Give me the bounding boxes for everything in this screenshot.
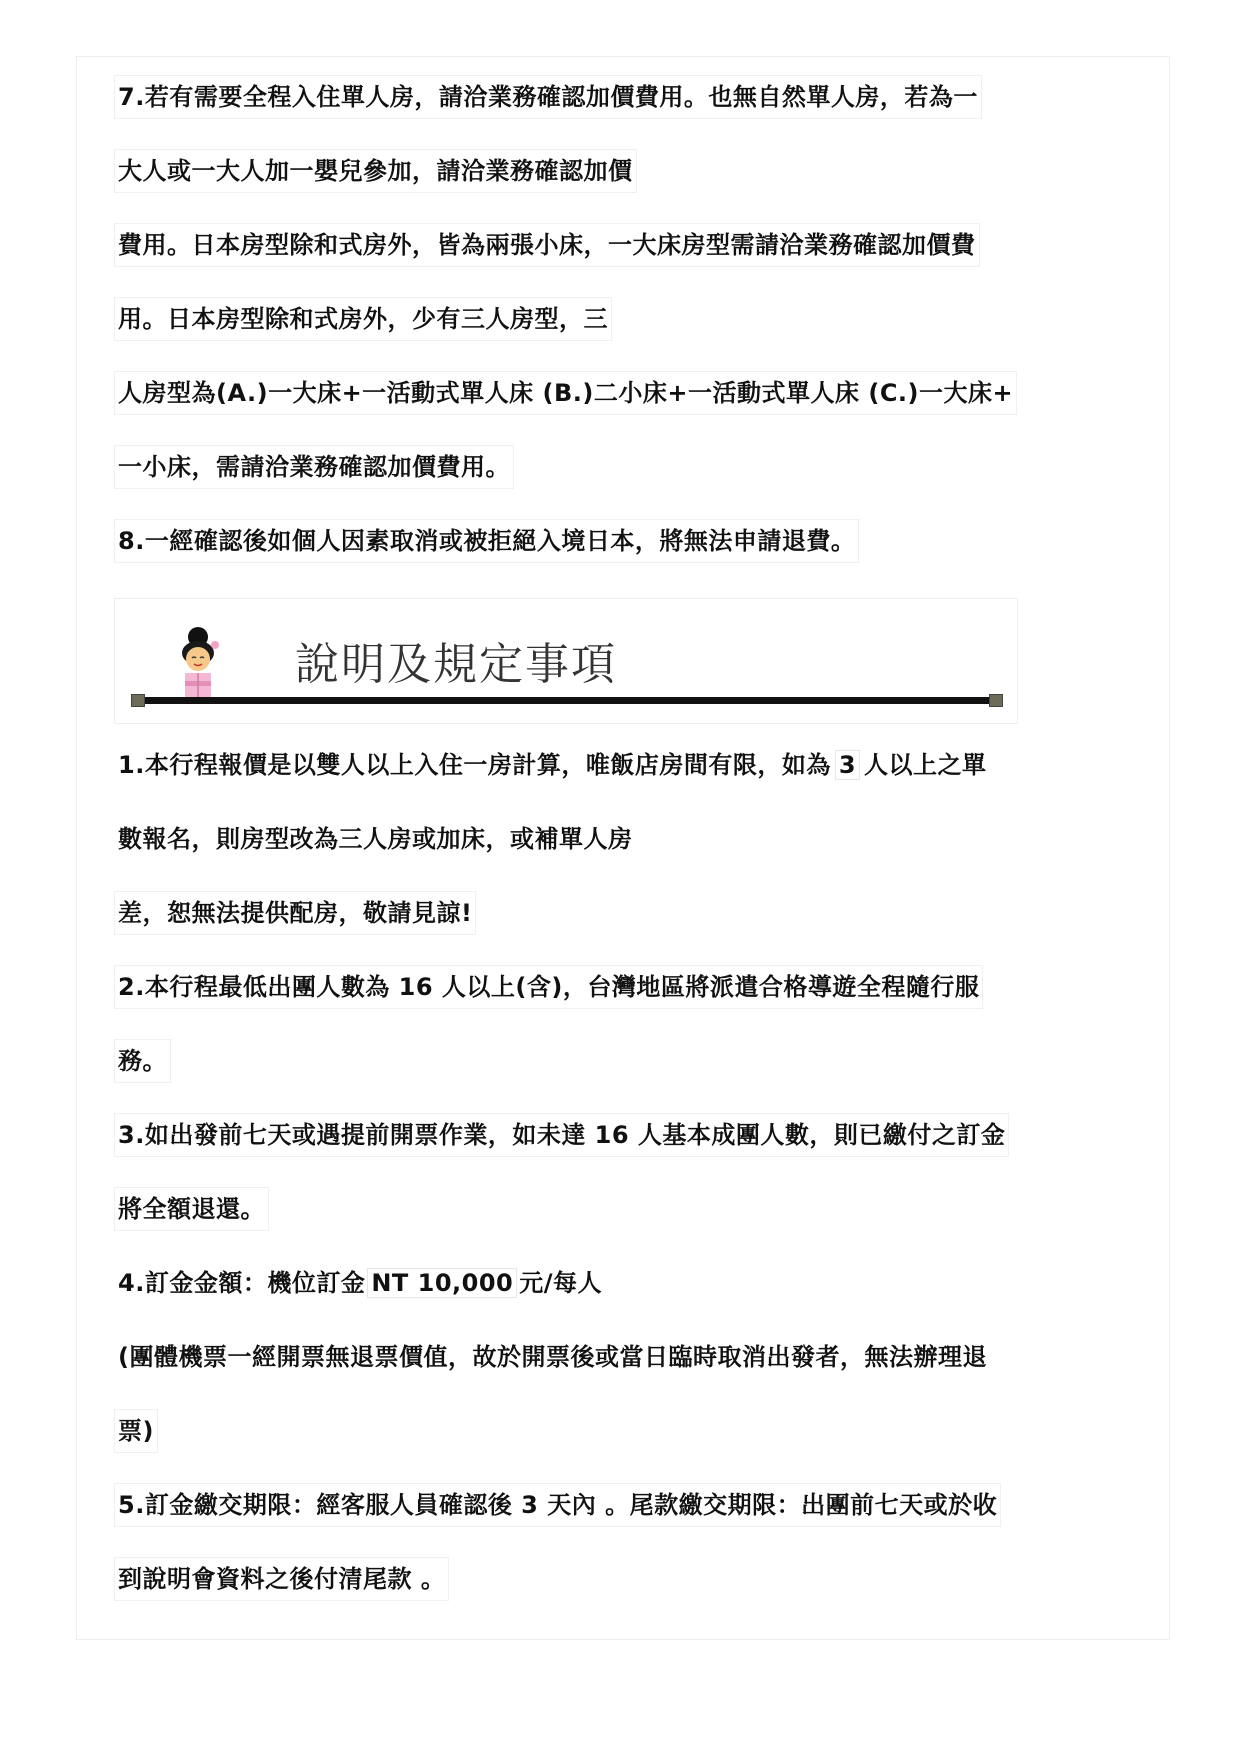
section7-line-4: 用。日本房型除和式房外，少有三人房型，三 — [114, 297, 612, 341]
rule1-text-a: 1.本行程報價是以雙人以上入住一房計算，唯飯店房間有限，如為 — [118, 751, 831, 779]
section8-text: 8.一經確認後如個人因素取消或被拒絕入境日本，將無法申請退費。 — [114, 519, 859, 563]
rule5-line-2: 到說明會資料之後付清尾款 。 — [114, 1557, 449, 1601]
section7-line-1: 7.若有需要全程入住單人房，請洽業務確認加價費用。也無自然單人房，若為一 — [114, 75, 982, 119]
section7-line-2: 大人或一大人加一嬰兒參加，請洽業務確認加價 — [114, 149, 637, 193]
section7-line-6: 一小床，需請洽業務確認加價費用。 — [114, 445, 514, 489]
rule4-text-b: 元/每人 — [519, 1269, 603, 1297]
section7-line-5: 人房型為(A.)一大床+一活動式單人床 (B.)二小床+一活動式單人床 (C.)一大床+ — [114, 371, 1017, 415]
section-banner — [114, 598, 1018, 724]
banner-divider-right-cap — [989, 694, 1003, 707]
rule3-line-2: 將全額退還。 — [114, 1187, 269, 1231]
rule1-line-2: 數報名，則房型改為三人房或加床，或補單人房 — [118, 825, 633, 853]
rule2-line-1: 2.本行程最低出團人數為 16 人以上(含)，台灣地區將派遣合格導遊全程隨行服 — [114, 965, 983, 1009]
rule1-text-b: 人以上之單 — [864, 751, 987, 779]
rule4-line-3: 票) — [114, 1409, 158, 1453]
rule3-line-1: 3.如出發前七天或遇提前開票作業，如未達 16 人基本成團人數，則已繳付之訂金 — [114, 1113, 1009, 1157]
rule4-amount: NT 10,000 — [367, 1268, 517, 1298]
rule4-line-2: (團體機票一經開票無退票價值，故於開票後或當日臨時取消出發者，無法辦理退 — [118, 1343, 987, 1371]
banner-divider-left-cap — [131, 694, 145, 707]
rule1-line-3: 差，恕無法提供配房，敬請見諒! — [114, 891, 476, 935]
rule1-number: 3 — [835, 750, 860, 780]
banner-divider — [137, 697, 995, 704]
section7-line-3: 費用。日本房型除和式房外，皆為兩張小床，一大床房型需請洽業務確認加價費 — [114, 223, 980, 267]
rule1-line-1 — [114, 743, 991, 787]
banner-title: 說明及規定事項 — [295, 639, 617, 690]
rule4-line-1 — [114, 1261, 606, 1305]
rule4-text-a: 4.訂金金額：機位訂金 — [118, 1269, 366, 1297]
kimono-girl-icon — [165, 623, 235, 699]
rule2-line-2: 務。 — [114, 1039, 171, 1083]
rule5-line-1: 5.訂金繳交期限：經客服人員確認後 3 天內 。尾款繳交期限：出團前七天或於收 — [114, 1483, 1001, 1527]
